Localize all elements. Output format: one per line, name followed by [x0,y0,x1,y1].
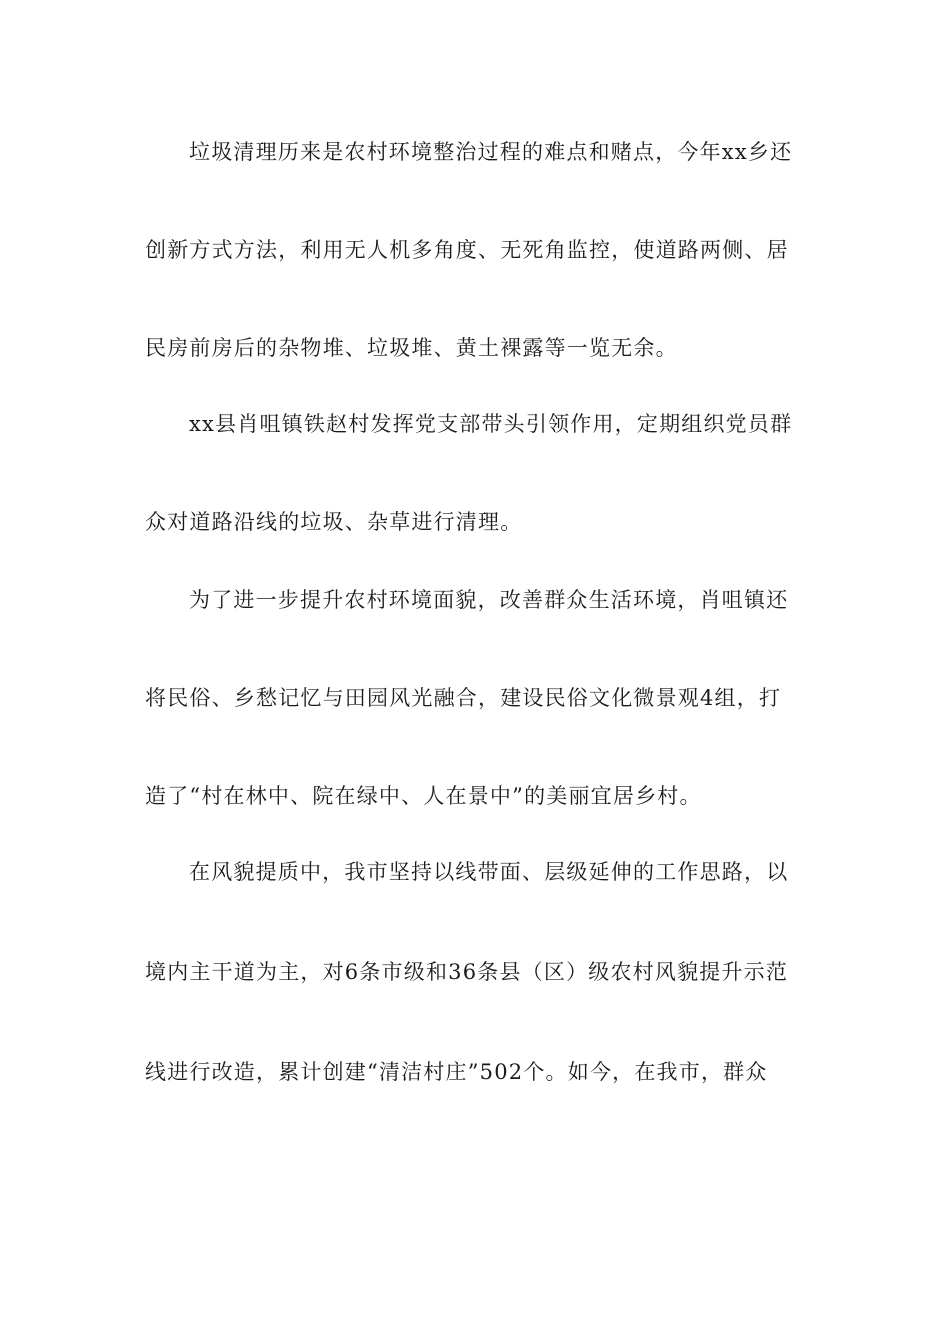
paragraph-1-line-1: 垃圾清理历来是农村环境整治过程的难点和赌点，今年xx乡还 [189,140,793,164]
paragraph-1-line-2: 创新方式方法，利用无人机多角度、无死角监控，使道路两侧、居 [145,238,789,262]
paragraph-2-line-1: xx县肖咀镇铁赵村发挥党支部带头引领作用，定期组织党员群 [189,412,793,436]
paragraph-1-line-3: 民房前房后的杂物堆、垃圾堆、黄土裸露等一览无余。 [145,336,678,360]
paragraph-3-line-1: 为了进一步提升农村环境面貌，改善群众生活环境，肖咀镇还 [189,588,789,612]
paragraph-4-line-2: 境内主干道为主，对6条市级和36条县（区）级农村风貌提升示范 [145,960,789,984]
paragraph-4-line-3: 线进行改造，累计创建“清洁村庄”502个。如今，在我市，群众 [145,1060,768,1084]
paragraph-3-line-3: 造了“村在林中、院在绿中、人在景中”的美丽宜居乡村。 [145,784,702,808]
paragraph-2-line-2: 众对道路沿线的垃圾、杂草进行清理。 [145,510,523,534]
paragraph-3-line-2: 将民俗、乡愁记忆与田园风光融合，建设民俗文化微景观4组，打 [145,686,782,710]
paragraph-4-line-1: 在风貌提质中，我市坚持以线带面、层级延伸的工作思路，以 [189,860,789,884]
